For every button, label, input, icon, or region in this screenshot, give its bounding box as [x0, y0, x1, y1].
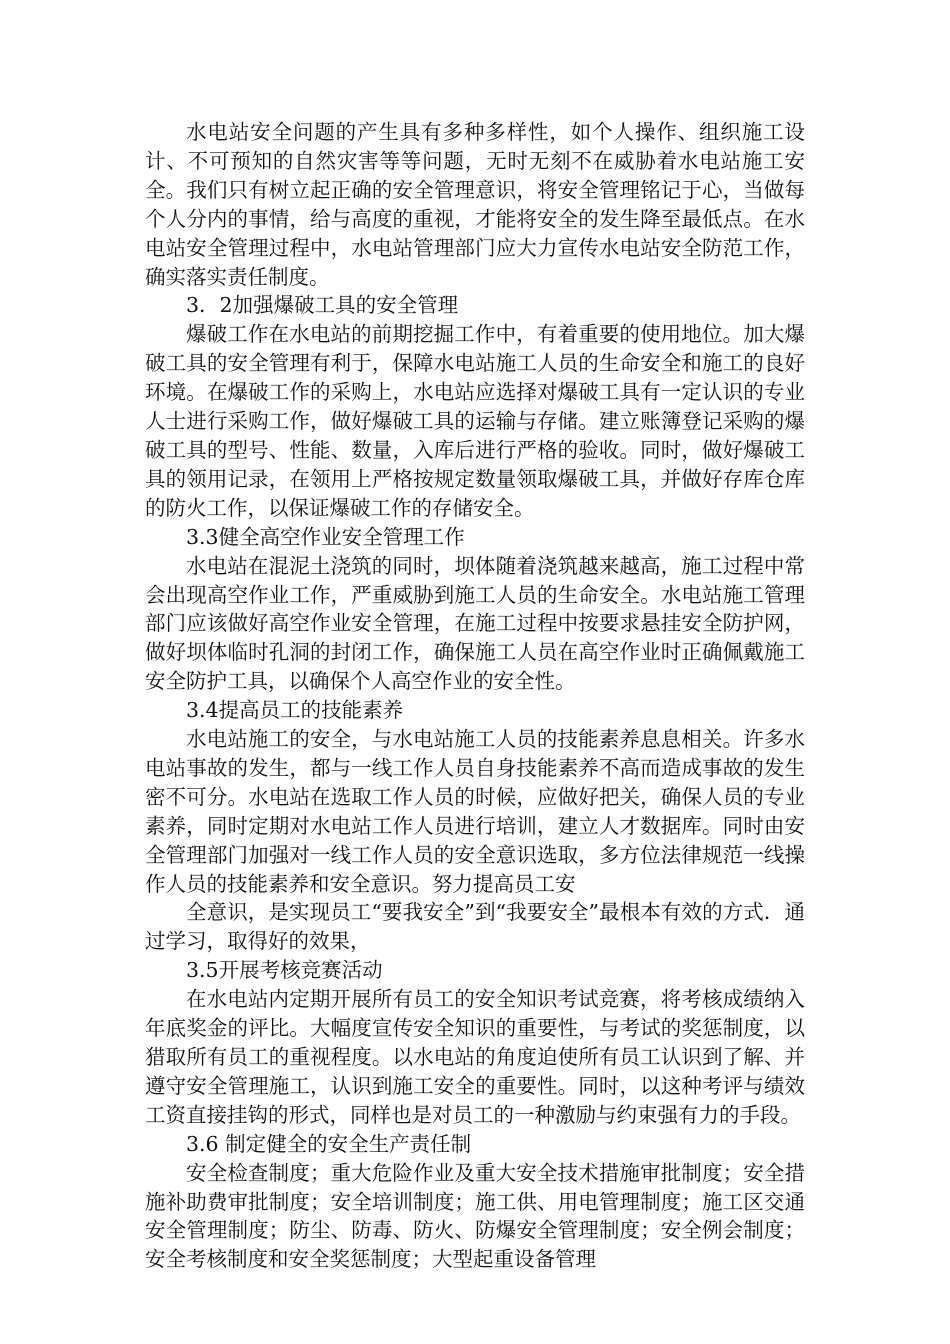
paragraph-high-altitude-work: 水电站在混泥土浇筑的同时，坝体随着浇筑越来越高，施工过程中常会出现高空作业工作，严重威胁到施工人员的生命安全。水电站施工管理部门应该做好高空作业安全管理，在施工过程中按要求悬挂安全防护网，做好坝体临时孔洞的封闭工作，确保施工人员在高空作业时正确佩戴施工安全防护工具，以确保个人高空作业的安全性。 — [145, 553, 805, 694]
heading-3-5: 3.5开展考核竞赛活动 — [186, 958, 383, 983]
heading-3-2: 3．2加强爆破工具的安全管理 — [186, 293, 459, 318]
paragraph-competition: 在水电站内定期开展所有员工的安全知识考试竞赛，将考核成绩纳入年底奖金的评比。大幅度宣传安全知识的重要性，与考试的奖惩制度，以猎取所有员工的重视程度。以水电站的角度迫使所有员工认识到了解、并遵守安全管理施工，认识到施工安全的重要性。同时，以这种考评与绩效工资直接挂钩的形式，同样也是对员工的一种激励与约束强有力的手段。 — [145, 987, 805, 1127]
paragraph-blasting-tools: 爆破工作在水电站的前期挖掘工作中，有着重要的使用地位。加大爆破工具的安全管理有利于，保障水电站施工人员的生命安全和施工的良好环境。在爆破工作的采购上，水电站应选择对爆破工具有一定认识的专业人士进行采购工作，做好爆破工具的运输与存储。建立账簿登记采购的爆破工具的型号、性能、数量，入库后进行严格的验收。同时，做好爆破工具的领用记录，在领用上严格按规定数量领取爆破工具，并做好存库仓库的防火工作，以保证爆破工作的存储安全。 — [145, 322, 805, 520]
document-page — [145, 118, 805, 1274]
paragraph-responsibility-system: 安全检查制度；重大危险作业及重大安全技术措施审批制度；安全措施补助费审批制度；安全培训制度；施工供、用电管理制度；施工区交通安全管理制度；防尘、防毒、防火、防爆安全管理制度；安全例会制度；安全考核制度和安全奖惩制度；大型起重设备管理 — [145, 1160, 805, 1272]
paragraph-safety-awareness: 全意识，是实现员工“要我安全”到“我要安全”最根本有效的方式．通过学习，取得好的效果， — [145, 900, 805, 954]
paragraph-staff-skills: 水电站施工的安全，与水电站施工人员的技能素养息息相关。许多水电站事故的发生，都与一线工作人员自身技能素养不高而造成事故的发生密不可分。水电站在选取工作人员的时候，应做好把关，确保人员的专业素养，同时定期对水电站工作人员进行培训，建立人才数据库。同时由安全管理部门加强对一线工作人员的安全意识选取，多方位法律规范一线操作人员的技能素养和安全意识。努力提高员工安 — [145, 727, 805, 896]
paragraph-intro: 水电站安全问题的产生具有多种多样性，如个人操作、组织施工设计、不可预知的自然灾害等等问题，无时无刻不在威胁着水电站施工安全。我们只有树立起正确的安全管理意识，将安全管理铭记于心，当做每个人分内的事情，给与高度的重视，才能将安全的发生降至最低点。在水电站安全管理过程中，水电站管理部门应大力宣传水电站安全防范工作，确实落实责任制度。 — [145, 120, 805, 289]
heading-3-4: 3.4提高员工的技能素养 — [186, 698, 404, 723]
heading-3-3: 3.3健全高空作业安全管理工作 — [186, 524, 465, 549]
heading-3-6: 3.6 制定健全的安全生产责任制 — [186, 1131, 472, 1156]
